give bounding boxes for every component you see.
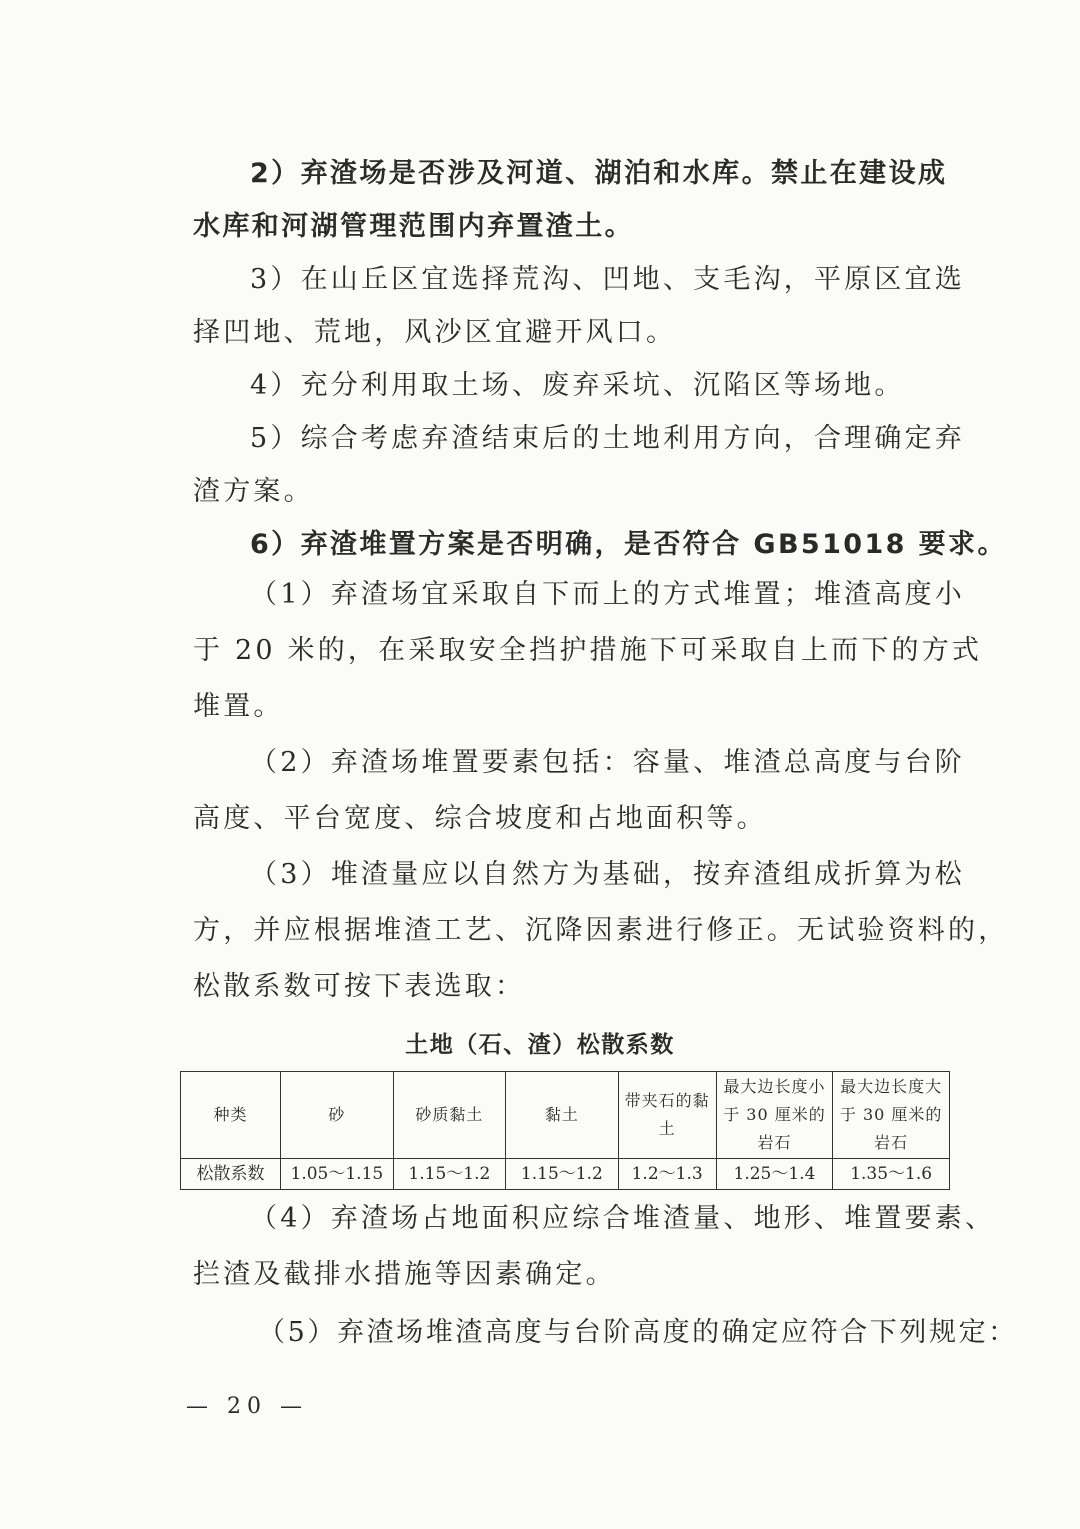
table-header-cell: 带夹石的黏土 [618,1072,716,1159]
paragraph-line: 4）充分利用取土场、废弃采坑、沉陷区等场地。 [250,370,905,401]
paragraph-line: （4）弃渣场占地面积应综合堆渣量、地形、堆置要素、 [250,1203,996,1234]
paragraph-line: 5）综合考虑弃渣结束后的土地利用方向，合理确定弃 [250,423,965,454]
coefficient-table [180,1071,950,1190]
paragraph-line: 水库和河湖管理范围内弃置渣土。 [193,211,634,242]
paragraph-line: （5）弃渣场堆渣高度与台阶高度的确定应符合下列规定： [258,1317,1018,1348]
paragraph-line: 高度、平台宽度、综合坡度和占地面积等。 [193,803,767,834]
table-cell: 1.05～1.15 [281,1159,394,1190]
paragraph-line: 2）弃渣场是否涉及河道、湖泊和水库。禁止在建设成 [250,158,948,189]
table-cell: 1.15～1.2 [393,1159,506,1190]
paragraph-line: 拦渣及截排水措施等因素确定。 [193,1259,616,1290]
table-header-cell: 最大边长度大于 30 厘米的岩石 [833,1072,950,1159]
table-header-cell: 种类 [181,1072,281,1159]
table-header-cell: 砂质黏土 [393,1072,506,1159]
paragraph-line: 择凹地、荒地，风沙区宜避开风口。 [193,317,677,348]
table-cell: 1.2～1.3 [618,1159,716,1190]
table-header-cell: 最大边长度小于 30 厘米的岩石 [716,1072,833,1159]
paragraph-line: 方，并应根据堆渣工艺、沉降因素进行修正。无试验资料的， [193,915,1009,946]
paragraph-line: 松散系数可按下表选取： [193,971,526,1002]
table-cell: 1.25～1.4 [716,1159,833,1190]
page-number: — 20 — [186,1394,308,1419]
table-title: 土地（石、渣）松散系数 [405,1032,675,1058]
paragraph-line: 6）弃渣堆置方案是否明确，是否符合 GB51018 要求。 [250,529,1007,560]
paragraph-line: （3）堆渣量应以自然方为基础，按弃渣组成折算为松 [250,859,965,890]
table-header-cell: 砂 [281,1072,394,1159]
table-cell: 1.15～1.2 [506,1159,619,1190]
paragraph-line: 堆置。 [193,691,284,722]
paragraph-line: 渣方案。 [193,476,314,507]
paragraph-line: 3）在山丘区宜选择荒沟、凹地、支毛沟，平原区宜选 [250,264,965,295]
table-row [181,1159,950,1190]
table-cell: 1.35～1.6 [833,1159,950,1190]
table-row-label: 松散系数 [181,1159,281,1190]
table-header-cell: 黏土 [506,1072,619,1159]
table-header-row [181,1072,950,1159]
paragraph-line: （2）弃渣场堆置要素包括：容量、堆渣总高度与台阶 [250,747,965,778]
paragraph-line: 于 20 米的，在采取安全挡护措施下可采取自上而下的方式 [193,635,983,666]
paragraph-line: （1）弃渣场宜采取自下而上的方式堆置；堆渣高度小 [250,579,965,610]
